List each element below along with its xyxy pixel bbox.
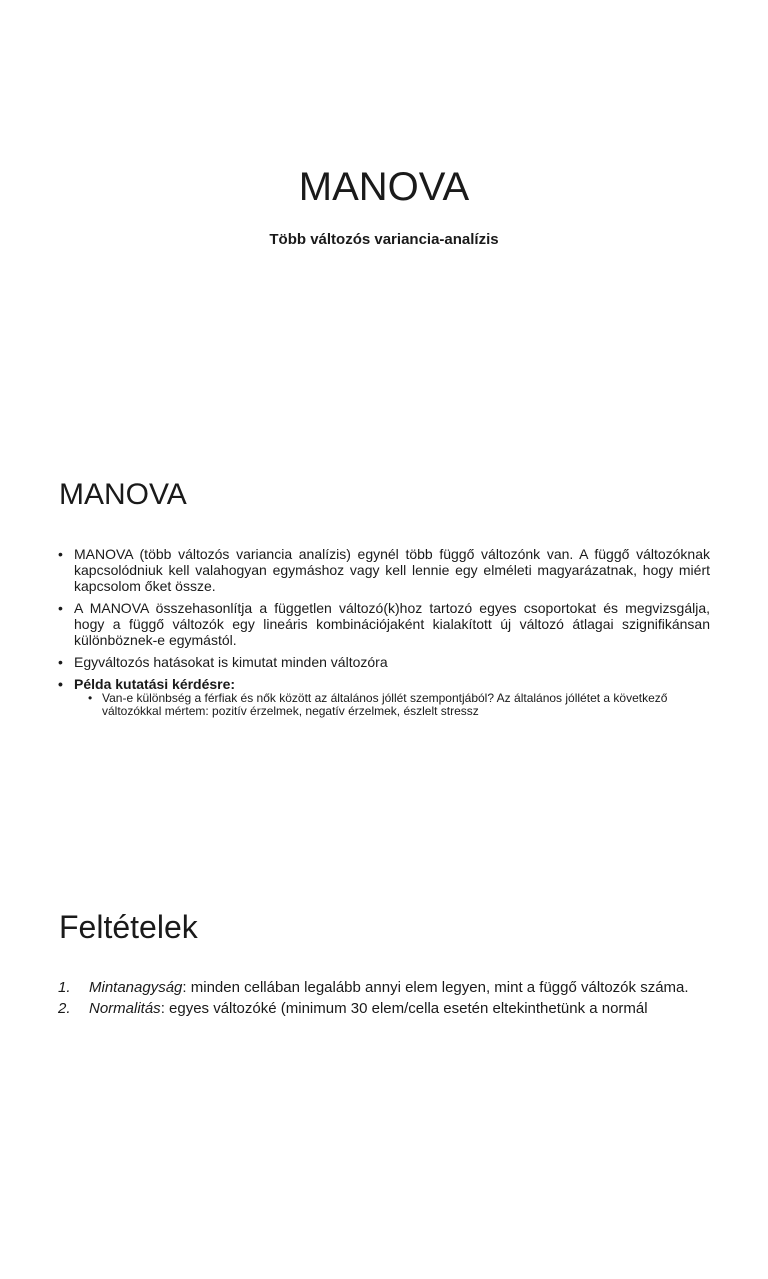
bullet-list — [58, 546, 710, 720]
sub-bullet-text: Van-e különbség a férfiak és nők között az általános jóllét szempontjából? Az általános jóllétet a következő változókkal mértem: pozitív érzelmek, negatív érzelmek, észlelt stressz — [102, 691, 668, 718]
bullet-icon: • — [58, 600, 63, 616]
bullet-item — [58, 546, 710, 594]
slide-title: MANOVA — [298, 165, 470, 209]
content-slide-feltetelek — [0, 895, 768, 1279]
bullet-icon: • — [58, 654, 63, 670]
sub-bullet-list — [74, 692, 710, 718]
slide-subtitle: Több változós variancia-analízis — [269, 231, 499, 248]
bullet-icon: • — [58, 676, 63, 692]
item-term: Normalitás — [89, 1000, 161, 1017]
slide-heading: MANOVA — [59, 478, 187, 511]
item-text: : egyes változóké (minimum 30 elem/cella esetén eltekinthetünk a normál — [160, 1000, 648, 1017]
sub-bullet-item — [88, 692, 710, 718]
bullet-text: A MANOVA összehasonlítja a független változó(k)hoz tartozó egyes csoportokat és megvizsgálja, hogy a függő változók egy lineáris kombinációjaként kialakított új változó átlagai szignifikánsan különböznek-e egymástól. — [74, 600, 710, 648]
bullet-item — [58, 654, 710, 670]
bullet-icon: • — [58, 546, 63, 562]
slide-heading: Feltételek — [59, 909, 198, 945]
content-slide-manova — [0, 450, 768, 834]
item-term: Mintanagyság — [89, 979, 183, 996]
bullet-icon: • — [88, 691, 93, 705]
title-slide — [0, 0, 768, 384]
bullet-text: MANOVA (több változós variancia analízis) egynél több függő változónk van. A függő változóknak kapcsolódniuk kell valahogyan egymáshoz vagy kell lennie egy elméleti magyarázatnak, hogy miért kapcsolom őket össze. — [74, 546, 710, 594]
item-text: : minden cellában legalább annyi elem legyen, mint a függő változók száma. — [182, 979, 689, 996]
numbered-list — [58, 979, 718, 1021]
item-number: 1. — [58, 979, 71, 996]
bullet-item — [58, 600, 710, 648]
bullet-item-example — [58, 676, 710, 718]
numbered-item — [58, 979, 718, 996]
bullet-text: Egyváltozós hatásokat is kimutat minden változóra — [74, 654, 388, 670]
numbered-item — [58, 1000, 718, 1017]
item-number: 2. — [58, 1000, 71, 1017]
example-label: Példa kutatási kérdésre: — [74, 676, 236, 692]
